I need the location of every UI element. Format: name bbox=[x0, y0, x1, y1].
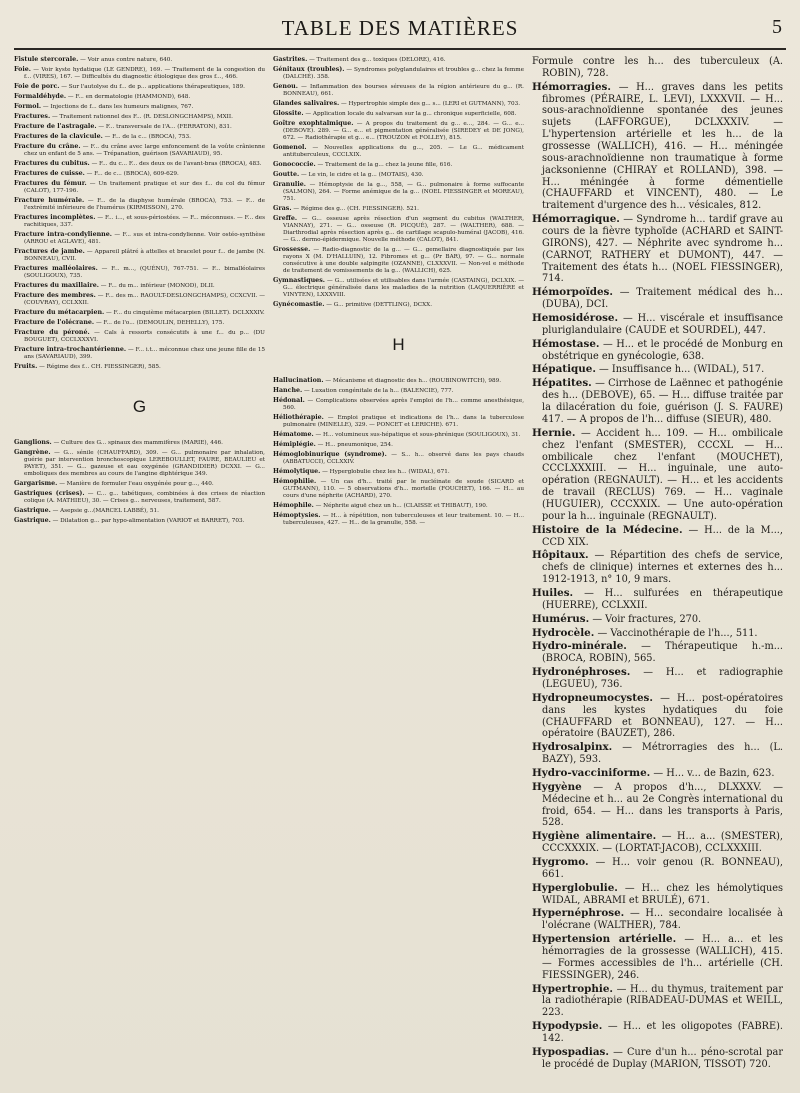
index-entry bbox=[273, 161, 524, 169]
entry-text: — H... secondaire localisée à l'olécrane (WALTHER), 784. bbox=[542, 908, 783, 932]
entry-term: Gangrène. bbox=[14, 449, 51, 456]
entry-text: — Emploi pratique et indications de l'h... dans la tuberculose pulmonaire (MINELLE), 329. — PONCET et LERICHE). 671. bbox=[283, 415, 524, 428]
section-letter: G bbox=[132, 397, 147, 416]
entry-term: Fracture de l'astragale. bbox=[14, 123, 97, 130]
entry-term: Hémophilie. bbox=[273, 478, 317, 485]
entry-text: — Régime des f... CH. FIESSINGER), 585. bbox=[39, 364, 161, 370]
entry-text: — H... de la M..., CCD XIX. bbox=[542, 524, 783, 548]
index-entry bbox=[273, 414, 524, 429]
entry-text: — F... m..., (QUÉNU), 767-751. — F... bimalléolaires (SOULIGOUX), 735. bbox=[24, 266, 265, 279]
entry-term: Fractures. bbox=[14, 113, 51, 120]
index-entry bbox=[14, 517, 265, 525]
index-entry bbox=[532, 782, 783, 829]
index-entry bbox=[273, 120, 524, 142]
index-entry bbox=[273, 512, 524, 527]
entry-term: Gargarisme. bbox=[14, 480, 58, 487]
entry-text: — H... chez les hémolytiques WIDAL, ABRAMI et BRULÉ), 671. bbox=[542, 882, 783, 906]
entry-text: — F... i.t... méconnue chez une jeune fille de 15 ans (SAVARIAUD), 399. bbox=[24, 347, 265, 360]
index-entry bbox=[532, 742, 783, 766]
entry-term: Hémoglobinurique (syndrome). bbox=[273, 451, 387, 458]
entry-term: Fractures du maxillaire. bbox=[14, 282, 99, 289]
index-entry bbox=[273, 468, 524, 476]
index-entry bbox=[532, 934, 783, 981]
entry-term: Gastrique. bbox=[14, 507, 51, 514]
entry-term: Hemosidérose. bbox=[532, 312, 619, 325]
entry-text: — Traitement médical des h... (DUBA), DCI. bbox=[542, 287, 783, 311]
entry-term: Fracture des membres. bbox=[14, 292, 96, 299]
entry-term: Glossite. bbox=[273, 110, 304, 117]
entry-text: — G... sénile (CHAUFFARD), 309. — G... pulmonaire par inhalation, guérie par intervention bronchoscopique LEREBOULLET, FAURE, BEAULIEU et PAYET), 351. — G... gazeuse et eau oxygénée (GRANDIDIER) DCXXI. — G... emboliques des membres au cours de l'angine diphtérique 349. bbox=[24, 450, 265, 477]
entry-term: Hépatique. bbox=[532, 363, 596, 376]
entry-text: — G... utilisées et utilisables dans l'armée (CASTAING), DCLXIX. — G... électrique généralisée dans les maladies de la nutrition (LAQUERRIÈRE et VINYTEN), LXXXVIII. bbox=[283, 278, 524, 298]
entry-term: Genou. bbox=[273, 83, 298, 90]
entry-term: Gras. bbox=[273, 205, 292, 212]
index-columns bbox=[14, 56, 786, 1073]
index-entry bbox=[14, 214, 265, 229]
entry-term: Grossesse. bbox=[273, 246, 311, 253]
entry-term: Gastrites. bbox=[273, 56, 308, 63]
entry-text: — H... et le procédé de Monburg en obstétrique en gynécologie, 638. bbox=[542, 338, 783, 362]
index-entry bbox=[532, 339, 783, 363]
entry-term: Hémorragique. bbox=[532, 213, 620, 226]
entry-term: Fractures de jambe. bbox=[14, 248, 85, 255]
index-entry bbox=[14, 160, 265, 168]
index-entry bbox=[14, 197, 265, 212]
page-header bbox=[14, 14, 786, 50]
entry-text: — H... v... de Bazin, 623. bbox=[653, 767, 775, 779]
index-entry bbox=[273, 301, 524, 309]
entry-term: Hémolytique. bbox=[273, 468, 321, 475]
entry-text: — Inflammation des bourses séreuses de la région antérieure du g... (R. BONNEAU), 661. bbox=[283, 84, 524, 97]
entry-text: — Dilatation g... par hypo-alimentation (VARIOT et BARRET), 703. bbox=[52, 518, 245, 524]
index-entry bbox=[532, 588, 783, 612]
index-column-1 bbox=[14, 56, 265, 1073]
entry-text: — H... post-opératoires dans les kystes hydatiques du foie (CHAUFFARD et BONNEAU), 127. — H... opératoire (BAUZET), 286. bbox=[542, 692, 783, 740]
entry-text: — H... voir genou (R. BONNEAU), 661. bbox=[542, 857, 783, 880]
entry-text: — A propos du traitement du g... e..., 284. — G... e... (DEBOVE). 289. — G... e... et pigmentation généralisée (SIREDEY et DE JONG), 672. — Radiothérapie et g... e... (TROUZON et FOLLEY), 815. bbox=[283, 121, 524, 141]
index-entry bbox=[532, 831, 783, 855]
entry-text: — Nouvelles applications du g..., 205. — Le G... médicament antituberculeux, CCCLXIX. bbox=[283, 145, 524, 158]
index-entry bbox=[14, 93, 265, 101]
entry-term: Gymnastiques. bbox=[273, 277, 325, 284]
index-entry bbox=[14, 180, 265, 195]
entry-term: Fruits. bbox=[14, 363, 38, 370]
entry-term: Hyperglobulie. bbox=[532, 881, 618, 894]
entry-term: Hémorpoïdes. bbox=[532, 286, 613, 299]
entry-term: Greffe. bbox=[273, 215, 298, 222]
index-entry bbox=[532, 628, 783, 640]
entry-term: Foie de porc. bbox=[14, 83, 60, 90]
entry-term: Fractures de cuisse. bbox=[14, 170, 85, 177]
entry-text: — F... des m... RAOULT-DESLONGCHAMPS), CCXCVII. — (COUVRAY), CCLXXII. bbox=[24, 293, 265, 306]
index-entry bbox=[14, 103, 265, 111]
entry-text: — H... viscérale et insuffisance pluriglandulaire (CAUDE et SOURDEL), 447. bbox=[542, 313, 783, 336]
entry-text: — Le vin, le cidre et la g... (MOTAIS), 430. bbox=[300, 172, 424, 178]
entry-text: — Un traitement pratique et sur des f... du col du fémur (CALOT), 177-196. bbox=[24, 181, 265, 194]
entry-text: — H... volumineux sus-hépatique et sous-phrénique (SOULIGOUX), 31. bbox=[315, 432, 521, 438]
entry-term: Hypospadias. bbox=[532, 1045, 609, 1058]
index-column-2 bbox=[273, 56, 524, 1073]
index-entry bbox=[273, 502, 524, 510]
entry-term: Fracture humérale. bbox=[14, 197, 85, 204]
index-entry bbox=[273, 451, 524, 466]
entry-term: Fractures de la clavicule. bbox=[14, 133, 103, 140]
entry-text: — Répartition des chefs de service, chefs de clinique) internes et externes des h... 1912-1913, n° 10, 9 mars. bbox=[542, 550, 783, 586]
index-entry bbox=[532, 313, 783, 337]
entry-text: — Syndromes polyglandulaires et troubles g... chez la femme (DALCHÉ). 358. bbox=[283, 67, 524, 80]
entry-text: — Hyperglobulie chez les h... (WIDAL), 671. bbox=[322, 469, 450, 475]
index-entry bbox=[532, 768, 783, 780]
entry-term: Formaldéhyde. bbox=[14, 93, 67, 100]
entry-term: Gonococcie. bbox=[273, 161, 316, 168]
entry-term: Hémophile. bbox=[273, 502, 314, 509]
index-entry bbox=[14, 123, 265, 131]
entry-text: — G... primitive (DETTLING), DCXX. bbox=[326, 302, 433, 308]
entry-text: — Cirrhose de Laënnec et pathogénie des h... (DEBOVE), 65. — H... diffuse traitée par la dilacération du foie, guérison (J. S. FAURE) 417. — A propos de l'h... diffuse (SIEUR), 480. bbox=[542, 378, 783, 425]
entry-text: — H... à répétition, non tuberculeuses et leur traitement. 10. — H... tuberculeuses, 427. — H... de la granulie, 558. — bbox=[283, 513, 524, 526]
index-entry bbox=[532, 614, 783, 626]
index-entry bbox=[14, 329, 265, 344]
entry-text: — F... de la diaphyse humérale (BROCA), 753. — F... de l'extrémité inférieure de l'humérus (KIRMISSON), 270. bbox=[24, 198, 265, 211]
entry-text: — Hémoptysie de la g..., 558, — G... pulmonaire à forme suffocante (SALMON), 264. — Forme anémique de la g... (NOEL FIESSINGER et MOREAU), 751. bbox=[283, 182, 524, 202]
index-entry bbox=[14, 66, 265, 81]
index-entry bbox=[532, 1021, 783, 1045]
entry-term: Fracture intra-trochantérienne. bbox=[14, 346, 127, 353]
index-entry bbox=[14, 363, 265, 371]
entry-term: Hernie. bbox=[532, 426, 576, 439]
entry-text: — Voir fractures, 270. bbox=[592, 613, 702, 625]
entry-term: Fracture du péroné. bbox=[14, 329, 90, 336]
entry-text: — H... et radiographie (LEGUEU), 736. bbox=[542, 667, 783, 690]
entry-text: — F... de la c... (BROCA), 753. bbox=[104, 134, 191, 140]
index-entry bbox=[532, 667, 783, 691]
index-entry bbox=[273, 100, 524, 108]
entry-text: — F... du m... inférieur (MONOD), DLII. bbox=[100, 283, 215, 289]
entry-text: — Régime des g... (CH. FIESSINGER). 521. bbox=[293, 206, 419, 212]
entry-text: — Voir anus contre nature, 640. bbox=[80, 57, 173, 63]
entry-text: — F... transversale de l'A... (FERRATON), 831. bbox=[98, 124, 232, 130]
entry-text: — Culture des G... spinaux des mammifères (MARIE), 446. bbox=[53, 440, 223, 446]
entry-text: — H... et les oligopotes (FABRE). 142. bbox=[542, 1021, 783, 1045]
index-entry bbox=[532, 857, 783, 881]
entry-term: Hépatites. bbox=[532, 377, 592, 390]
entry-text: — Radio-diagnostic de la g... — G... gemellaire diagnostiquée par les rayons X (M. D'HALLUIN), 12. Fibromes et g... (Pr BAR), 97. — G... normale consécutive à une double salpingite (OZANNE), CLXXXVII. — Non-vel e méthode de traitement de vomissements de la g... (WALLICH), 625. bbox=[283, 247, 524, 274]
entry-text: — Hypertrophie simple des g... s... (LERI et GUTMANN), 703. bbox=[341, 101, 521, 107]
entry-text: — F... en dermatologie (HAMMOND), 648. bbox=[67, 94, 191, 100]
index-entry bbox=[14, 133, 265, 141]
index-entry bbox=[273, 246, 524, 275]
entry-term: Gomenol. bbox=[273, 144, 307, 151]
index-entry bbox=[14, 113, 265, 121]
index-entry bbox=[273, 377, 524, 385]
entry-text: — Manière de formuler l'eau oxygénée pour g..., 440. bbox=[59, 481, 214, 487]
index-entry bbox=[532, 641, 783, 665]
index-entry bbox=[532, 287, 783, 311]
entry-term: Hémorragies. bbox=[532, 80, 611, 93]
entry-text: — Traitement des g... toxiques (DELORE), 416. bbox=[309, 57, 446, 63]
entry-term: Fracture du crâne. bbox=[14, 143, 81, 150]
index-entry bbox=[532, 1047, 783, 1071]
entry-term: Fractures incomplètes. bbox=[14, 214, 96, 221]
index-entry bbox=[273, 205, 524, 213]
entry-term: Huiles. bbox=[532, 586, 574, 599]
entry-text: — Application locale du salvarsan sur la g... chronique superficielle, 608. bbox=[305, 111, 517, 117]
entry-term: Formol. bbox=[14, 103, 42, 110]
index-entry bbox=[532, 82, 783, 212]
entry-text: — Néphrite aiguë chez un h... (CLAISSE et THIBAUT), 190. bbox=[315, 503, 488, 509]
entry-term: Héliothérapie. bbox=[273, 414, 324, 421]
entry-text: — Vaccinothérapie de l'h..., 511. bbox=[597, 627, 758, 639]
index-entry bbox=[14, 83, 265, 91]
entry-term: Fracture intra-condylienne. bbox=[14, 231, 112, 238]
entry-text: — Traitement rationnel des F... (R. DESLONGCHAMPS), MXII. bbox=[51, 114, 233, 120]
entry-text: — A propos d'h..., DLXXXV. — Médecine et h... au 2e Congrès international du froid, 654. — H... dans les transports à Paris, 528. bbox=[542, 781, 783, 829]
entry-term: Hydropneumocystes. bbox=[532, 691, 653, 704]
index-entry bbox=[273, 215, 524, 244]
index-entry bbox=[273, 171, 524, 179]
entry-text: — S... h... observé dans les pays chauds (ABBATUCCI), CCLXXIV. bbox=[283, 452, 524, 465]
entry-text: — Injections de f... dans les humeurs malignes, 767. bbox=[42, 104, 194, 110]
entry-text: — F... du crâne avec large enfoncement de la voûte crânienne chez un enfant de 5 ans. — Trépanation, guérison (SAVARIAUD), 95. bbox=[24, 144, 265, 157]
entry-term: Hydro-vacciniforme. bbox=[532, 766, 651, 779]
entry-term: Hydrosalpinx. bbox=[532, 741, 613, 754]
entry-text: — H... a... (SMESTER), CCCXXXIX. — (LORTAT-JACOB), CCLXXXIII. bbox=[542, 831, 783, 855]
entry-term: Hypernéphrose. bbox=[532, 907, 625, 920]
index-entry bbox=[532, 908, 783, 932]
index-entry bbox=[532, 214, 783, 285]
index-entry bbox=[14, 265, 265, 280]
index-entry bbox=[273, 110, 524, 118]
entry-term: Hédonal. bbox=[273, 397, 305, 404]
index-entry bbox=[273, 181, 524, 203]
entry-term: Ganglions. bbox=[14, 439, 52, 446]
entry-text: — Syndrome h... tardif grave au cours de la fièvre typhoïde (ACHARD et SAINT-GIRONS), 427. — Néphrite avec syndrome h... (CARNOT, RATHERY et DUMONT), 447. — Traitement des états h... (NOEL FIESSINGER), 714. bbox=[542, 214, 783, 285]
index-entry bbox=[14, 56, 265, 64]
index-entry bbox=[532, 525, 783, 549]
entry-term: Glandes salivaires. bbox=[273, 100, 340, 107]
entry-text: — F... de c... (BROCA), 609-629. bbox=[86, 171, 179, 177]
entry-term: Fracture du métacarpien. bbox=[14, 309, 105, 316]
index-entry bbox=[14, 170, 265, 178]
entry-term: Hémoptysies. bbox=[273, 512, 321, 519]
entry-term: Hypodypsie. bbox=[532, 1020, 603, 1033]
index-entry bbox=[532, 883, 783, 907]
entry-text: — H... du thymus, traitement par la radiothérapie (RIBADEAU-DUMAS et WEILL, 223. bbox=[542, 983, 783, 1019]
entry-text: — Complications observées après l'emploi de l'h... comme anesthésique, 560. bbox=[283, 398, 524, 411]
entry-term: Humérus. bbox=[532, 612, 590, 625]
entry-text: — Accident h... 109. — H... ombilicale chez l'enfant (SMESTER), CCCXL — H... ombilicale chez l'enfant (MOUCHET), CCCLXXXIII. — H... inguinale, une auto-opération (REGNAULT). — H... et les accidents de travail (RECLUS) 769. — H... vaginale (HUGUIER), CCCXXIX. — Une auto-opération pour la h... inguinale (REGNAULT). bbox=[542, 427, 783, 522]
index-entry bbox=[273, 144, 524, 159]
entry-term: Fractures du cubitus. bbox=[14, 160, 90, 167]
index-entry bbox=[273, 397, 524, 412]
section-letter: H bbox=[392, 335, 405, 354]
index-entry bbox=[14, 231, 265, 246]
index-entry bbox=[273, 83, 524, 98]
entry-text: — F... i..., et sous-périostées. — F... méconnues. — F... des rachitiques, 337. bbox=[24, 215, 265, 228]
entry-text: — Insuffisance h... (WIDAL), 517. bbox=[599, 364, 765, 376]
entry-text: — F... sus et intra-condylienne. Voir ostéo-synthèse (ARROU et AGLAVE), 481. bbox=[24, 232, 265, 245]
entry-text: — Un cas d'h... traité par le nucléinate de soude (SICARD et GUTMANN), 110. — 5 observations d'h... mortelle (FOUCHET), 166. — H... au cours d'une néphrite (ACHARD), 270. bbox=[283, 479, 524, 499]
entry-text: — H... sulfurées en thérapeutique (HUERRE), CCLXXII. bbox=[542, 587, 783, 611]
index-entry bbox=[14, 439, 265, 447]
entry-text: — F... de l'o... (DEMOULIN, DEHELLY), 175. bbox=[95, 320, 225, 326]
entry-term: Hémostase. bbox=[532, 337, 600, 350]
entry-term: Hydrocèle. bbox=[532, 626, 595, 639]
index-entry-continued bbox=[532, 56, 783, 80]
entry-text: — Cure d'un h... péno-scrotal par le procédé de Duplay (MARION, TISSOT) 720. bbox=[542, 1046, 783, 1070]
entry-term: Hypertrophie. bbox=[532, 982, 614, 995]
entry-text: — Appareil plâtré à attelles et bracelet pour f... de jambe (N. BONNEAU), CVII. bbox=[24, 249, 265, 262]
entry-term: Génitaux (troubles). bbox=[273, 66, 345, 73]
entry-text: — Traitement de la g... chez la jeune fille, 616. bbox=[317, 162, 453, 168]
index-entry bbox=[273, 277, 524, 299]
index-entry bbox=[532, 364, 783, 376]
index-entry bbox=[14, 282, 265, 290]
entry-term: Hypertension artérielle. bbox=[532, 933, 677, 946]
index-entry bbox=[273, 478, 524, 500]
entry-text: — H... a... et les hémorragies de la grossesse (WALLICH), 415. — Formes accessibles de l'h... artérielle (CH. FIESSINGER), 246. bbox=[542, 934, 783, 981]
entry-text: — H... pneumonique, 254. bbox=[317, 442, 393, 448]
index-entry bbox=[14, 346, 265, 361]
entry-term: Hanche. bbox=[273, 387, 303, 394]
index-column-3 bbox=[532, 56, 783, 1073]
index-entry bbox=[273, 431, 524, 439]
entry-text: — F... du cinquième métacarpien (BILLET). DCLXXXIV. bbox=[106, 310, 265, 316]
entry-term: Hydronéphroses. bbox=[532, 666, 631, 679]
entry-term: Goître exophtalmique. bbox=[273, 120, 354, 127]
entry-term: Hygromo. bbox=[532, 856, 589, 868]
entry-text: — F... du c... F... des deux os de l'avant-bras (BROCA), 483. bbox=[91, 161, 262, 167]
entry-term: Foie. bbox=[14, 66, 31, 73]
entry-term: Gynécomastie. bbox=[273, 301, 325, 308]
entry-term: Fractures du fémur. bbox=[14, 180, 87, 187]
entry-text: — Asepsie g...(MARCEL LABBÉ), 51. bbox=[52, 508, 159, 514]
index-entry bbox=[273, 441, 524, 449]
index-entry bbox=[532, 428, 783, 523]
index-entry bbox=[14, 143, 265, 158]
entry-term: Gastriques (crises). bbox=[14, 490, 85, 497]
page-number: 5 bbox=[772, 16, 782, 38]
index-entry bbox=[273, 387, 524, 395]
index-entry bbox=[273, 66, 524, 81]
entry-term: Hygyène bbox=[532, 780, 582, 793]
index-entry bbox=[532, 378, 783, 425]
entry-text: — Luxation congénitale de la h... (BALENCIE), 777. bbox=[304, 388, 454, 394]
entry-text: — Voir kyste hydatique (LE GENDRE), 169. — Traitement de la congestion du f... (VIRES), 167. — Difficultés du diagnostic étiologique des gros f..., 466. bbox=[24, 67, 265, 80]
entry-term: Goutte. bbox=[273, 171, 300, 178]
entry-term: Granulie. bbox=[273, 181, 306, 188]
index-entry bbox=[532, 984, 783, 1020]
entry-term: Fracture de l'olécrane. bbox=[14, 319, 95, 326]
index-entry bbox=[14, 490, 265, 505]
entry-text: — Cals à ressorts consécutifs à une f... du p... (DU BOUGUET), CCCLXXXVI. bbox=[24, 330, 265, 343]
index-entry bbox=[273, 56, 524, 64]
entry-text: — Mécanisme et diagnostic des h... (ROUBINOWITCH), 989. bbox=[325, 378, 502, 384]
entry-term: Gastrique. bbox=[14, 517, 51, 524]
index-entry bbox=[14, 248, 265, 263]
entry-text: — G... osseuse après résection d'un segment du cubitus (WALTHER, VIANNAY), 271. — G... osseuse (R. PICQUÉ), 287. — (WALTHER), 688. — Diarthrodial après résection après g... de cartilage scapulo-huméral (JACOB), 416. — G... dermo-épidermique. Nouvelle méthode (CALOT), 841. bbox=[283, 216, 524, 243]
entry-text: — H... graves dans les petits fibromes (PÉRAIRE, L. LEVI), LXXXVII. — H... sous-arachnoïdienne spontanée des jeunes sujets (LAFFORGUE), DCLXXXIV. — L'hypertension artérielle et les h... de la grossesse (WALLICH), 416. — H... méningée sous-arachnoïdienne non traumatique à forme jacksonienne (CHIRAY et ROLLAND), 398. — H... méningée à forme démentielle (CHAUFFARD et VINCENT), 480. — Le traitement d'urgence des h... vésicales, 812. bbox=[542, 81, 783, 212]
entry-text: — Thérapeutique h.-m... (BROCA, ROBIN), 565. bbox=[542, 641, 783, 665]
entry-term: Histoire de la Médecine. bbox=[532, 523, 683, 536]
entry-text: Formule contre les h... des tuberculeux (A. ROBIN), 728. bbox=[532, 56, 783, 79]
page-title: TABLE DES MATIÈRES bbox=[281, 16, 519, 40]
entry-term: Hygiène alimentaire. bbox=[532, 830, 657, 843]
entry-term: Fistule stercorale. bbox=[14, 56, 79, 63]
index-entry bbox=[14, 449, 265, 478]
index-entry bbox=[14, 292, 265, 307]
entry-term: Hôpitaux. bbox=[532, 549, 589, 562]
entry-term: Hématome. bbox=[273, 431, 314, 438]
entry-text: — C... g... tabétiques, combinées à des crises de réaction colique (A. MATHIEU), 30. — Crises g... nerveuses, traitement, 587. bbox=[24, 491, 265, 504]
index-entry bbox=[14, 507, 265, 515]
entry-text: — Sur l'autolyse du f... de p... applications thérapeutiques, 189. bbox=[61, 84, 245, 90]
entry-term: Fractures malléolaires. bbox=[14, 265, 98, 272]
entry-term: Hydro-minérale. bbox=[532, 640, 627, 653]
index-entry bbox=[532, 550, 783, 586]
index-entry bbox=[14, 319, 265, 327]
index-entry bbox=[14, 480, 265, 488]
entry-term: Hémiplégie. bbox=[273, 441, 316, 448]
entry-term: Hallucination. bbox=[273, 377, 324, 384]
index-entry bbox=[14, 309, 265, 317]
entry-text: — Métrorragies des h... (L. BAZY), 593. bbox=[542, 742, 783, 766]
index-entry bbox=[532, 693, 783, 740]
